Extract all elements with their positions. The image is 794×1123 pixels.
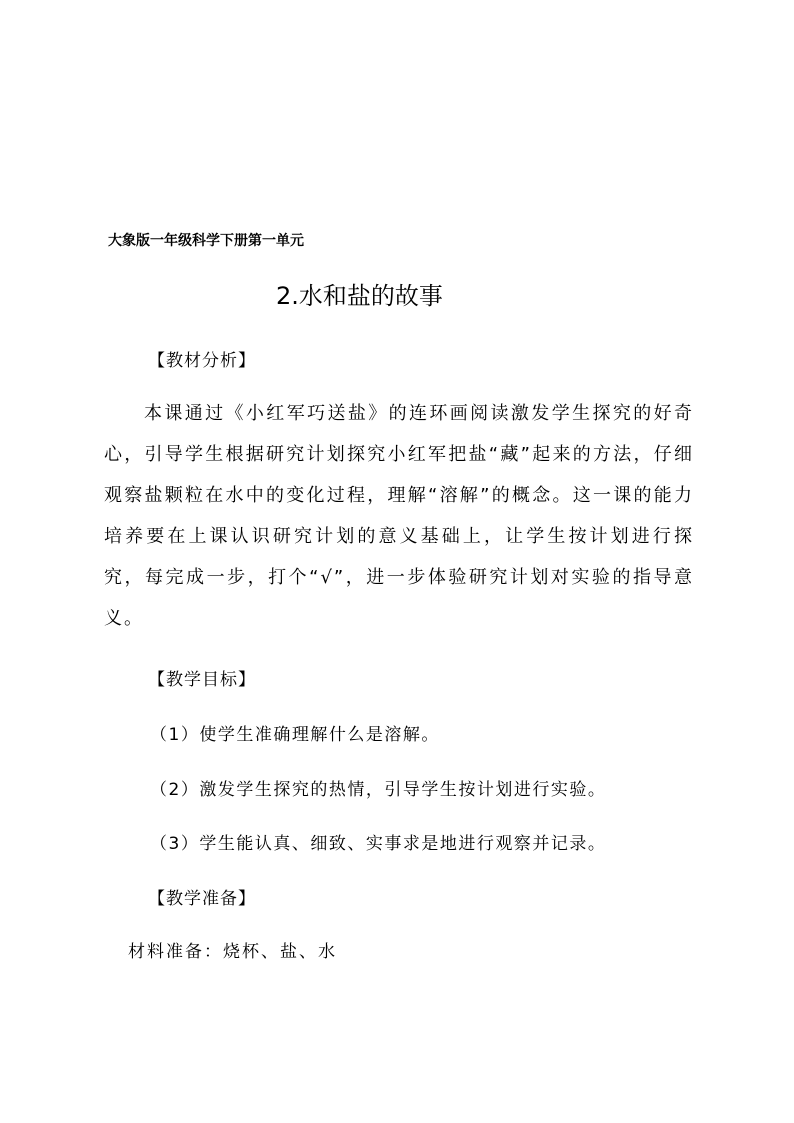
analysis-heading: 【教材分析】: [148, 351, 256, 371]
prep-heading: 【教学准备】: [148, 889, 256, 909]
unit-header: 大象版一年级科学下册第一单元: [108, 233, 304, 249]
goal-item: （3）学生能认真、细致、实事求是地进行观察并记录。: [150, 834, 607, 854]
goal-item: （2）激发学生探究的热情，引导学生按计划进行实验。: [150, 780, 607, 800]
lesson-title: 2.水和盐的故事: [276, 282, 443, 310]
goal-item: （1）使学生准确理解什么是溶解。: [150, 725, 440, 745]
goals-heading: 【教学目标】: [148, 670, 256, 690]
analysis-paragraph: 本课通过《小红军巧送盐》的连环画阅读激发学生探究的好奇心，引导学生根据研究计划探究小红军把盐“藏”起来的方法，仔细观察盐颗粒在水中的变化过程，理解“溶解”的概念。这一课的能力培养要在上课认识研究计划的意义基础上，让学生按计划进行探究，每完成一步，打个“√”，进一步体验研究计划对实验的指导意义。: [104, 403, 694, 629]
materials-line: 材料准备：烧杯、盐、水: [128, 942, 337, 962]
